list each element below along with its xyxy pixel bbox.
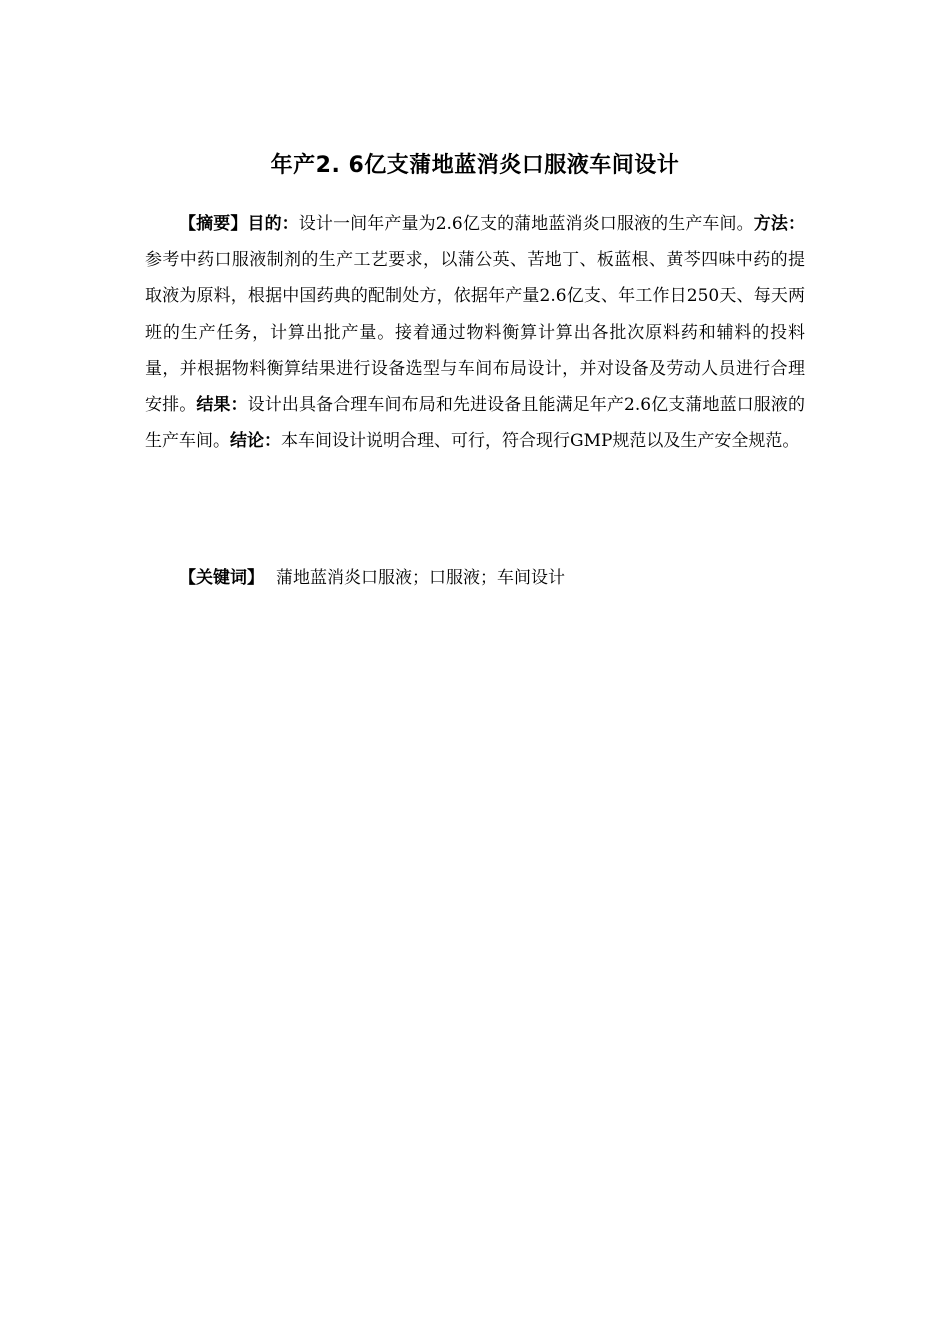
keywords-label: 【关键词】 (179, 568, 264, 588)
purpose-label: 目的： (247, 214, 299, 234)
abstract-label: 【摘要】 (179, 214, 248, 234)
conclusion-label: 结论： (230, 431, 281, 452)
result-text: 设计出具备合理车间布局和先进设备且能满足年产2.6亿支蒲地蓝口服液的生产车间。 (145, 395, 806, 452)
keywords-text: 蒲地蓝消炎口服液；口服液；车间设计 (276, 568, 565, 588)
abstract-paragraph (145, 206, 805, 459)
document-title: 年产2. 6亿支蒲地蓝消炎口服液车间设计 (270, 153, 680, 178)
purpose-text: 设计一间年产量为2.6亿支的蒲地蓝消炎口服液的生产车间。 (298, 214, 754, 234)
keywords-paragraph (145, 560, 805, 596)
conclusion-text: 本车间设计说明合理、可行，符合现行GMP规范以及生产安全规范。 (281, 431, 800, 452)
result-label: 结果： (196, 395, 248, 416)
method-text: 参考中药口服液制剂的生产工艺要求，以蒲公英、苦地丁、板蓝根、黄芩四味中药的提取液为原料，根据中国药典的配制处方，依据年产量2.6亿支、年工作日250天、每天两班的生产任务，计算出批产量。接着通过物料衡算计算出各批次原料药和辅料的投料量，并根据物料衡算结果进行设备选型与车间布局设计，并对设备及劳动人员进行合理安排。 (145, 250, 805, 416)
method-label: 方法： (753, 214, 806, 234)
